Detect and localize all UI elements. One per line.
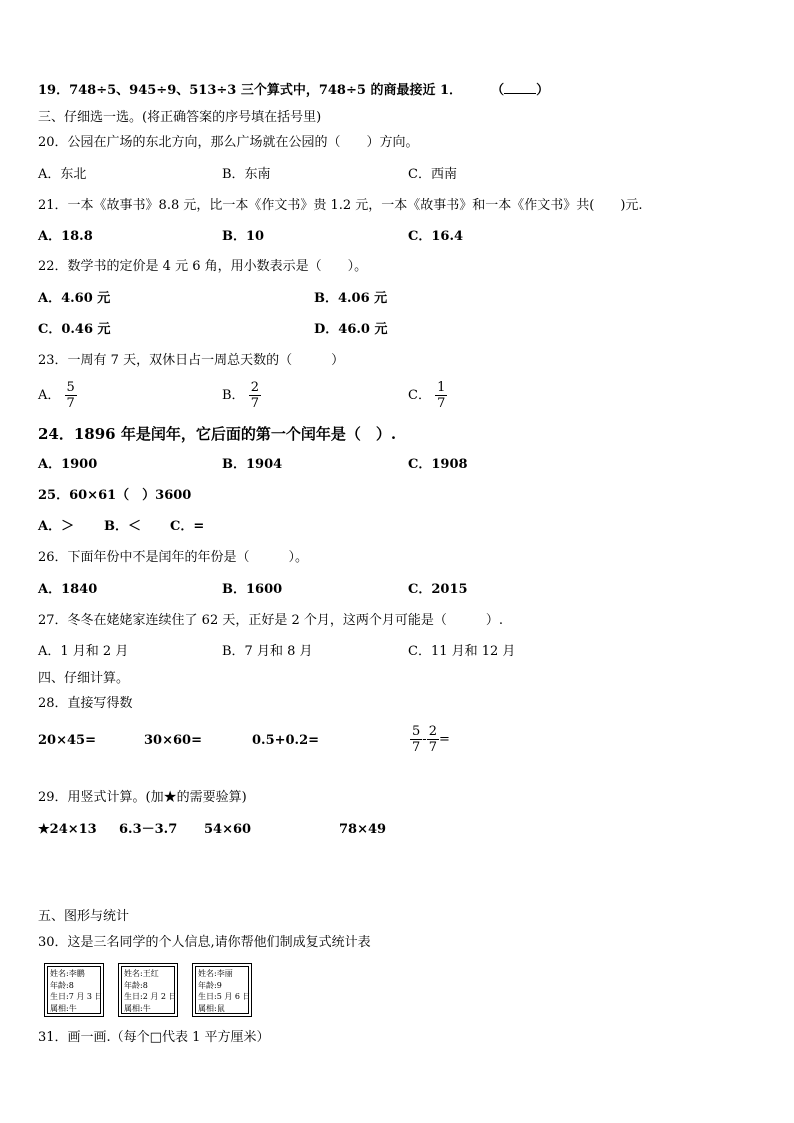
denominator: 7	[250, 396, 259, 411]
denominator: 7	[428, 740, 437, 755]
question-27-text: 27．冬冬在姥姥家连续住了 62 天，正好是 2 个月，这两个月可能是（ ）.	[38, 613, 504, 628]
question-29-text: 29．用竖式计算。(加★的需要验算)	[38, 790, 247, 805]
numerator: 1	[437, 380, 446, 395]
card-name: 姓名:李丽	[198, 969, 233, 978]
option-label: C．	[408, 388, 431, 403]
numerator: 5	[412, 724, 421, 739]
denominator: 7	[412, 740, 421, 755]
question-20-option-b[interactable]: B．东南	[222, 167, 271, 182]
question-21-option-c[interactable]: C．16.4	[408, 229, 464, 244]
question-24-option-c[interactable]: C．1908	[408, 457, 468, 472]
minus-sign: -	[422, 732, 427, 747]
student-info-card	[44, 963, 104, 1017]
question-23-text: 23．一周有 7 天，双休日占一周总天数的（ ）	[38, 353, 345, 368]
calc-item-4-fraction	[410, 724, 450, 755]
card-birthday: 生日:7 月 3 日	[50, 992, 103, 1001]
section-3-heading: 三、仔细选一选。(将正确答案的序号填在括号里)	[38, 110, 322, 125]
vertical-calc-2: 6.3－3.7	[119, 822, 178, 837]
card-age: 年龄:8	[124, 980, 148, 990]
card-name: 姓名:王红	[124, 969, 159, 978]
calc-item-1: 20×45=	[38, 733, 96, 748]
question-22-option-b[interactable]: B．4.06 元	[314, 291, 388, 306]
fraction	[65, 380, 77, 411]
card-zodiac: 属相:牛	[124, 1003, 151, 1013]
vertical-calc-3: 54×60	[204, 822, 252, 837]
question-23-option-b[interactable]	[222, 380, 261, 411]
question-27-option-a[interactable]: A．1 月和 2 月	[38, 644, 129, 659]
question-31-text: 31．画一画.（每个□代表 1 平方厘米）	[38, 1030, 270, 1045]
denominator: 7	[437, 396, 446, 411]
question-26-option-a[interactable]: A．1840	[38, 582, 98, 597]
card-age: 年龄:8	[50, 980, 74, 990]
calc-item-2: 30×60=	[144, 733, 202, 748]
answer-paren-close: ）	[536, 83, 550, 98]
question-23-option-a[interactable]	[38, 380, 77, 411]
numerator: 2	[428, 724, 437, 739]
question-26-option-c[interactable]: C．2015	[408, 582, 468, 597]
question-20-option-c[interactable]: C．西南	[408, 167, 457, 182]
fraction	[427, 724, 439, 755]
answer-paren-open: （	[491, 83, 505, 98]
question-24-option-b[interactable]: B．1904	[222, 457, 283, 472]
question-26-text: 26．下面年份中不是闰年的年份是（ ）。	[38, 550, 309, 565]
option-label: A．	[38, 388, 61, 403]
card-zodiac: 属相:牛	[50, 1003, 77, 1013]
question-27-option-c[interactable]: C．11 月和 12 月	[408, 644, 516, 659]
question-22-option-c[interactable]: C．0.46 元	[38, 322, 111, 337]
question-25-option-a[interactable]: A．＞	[38, 519, 75, 534]
question-21-text: 21．一本《故事书》8.8 元，比一本《作文书》贵 1.2 元，一本《故事书》和一本《作文书》共( )元.	[38, 198, 643, 213]
fraction	[249, 380, 261, 411]
card-name: 姓名:李鹏	[50, 969, 85, 978]
section-4-heading: 四、仔细计算。	[38, 671, 130, 686]
fraction	[435, 380, 447, 411]
question-30-text: 30．这是三名同学的个人信息,请你帮他们制成复式统计表	[38, 935, 371, 950]
question-28-text: 28．直接写得数	[38, 696, 133, 711]
answer-blank[interactable]	[504, 81, 536, 94]
numerator: 2	[250, 380, 259, 395]
calc-item-3: 0.5+0.2=	[252, 733, 320, 748]
card-zodiac: 属相:鼠	[198, 1003, 225, 1013]
denominator: 7	[66, 396, 75, 411]
question-19-text: 19．748÷5、945÷9、513÷3 三个算式中，748÷5 的商最接近 1．	[38, 83, 463, 98]
question-25-option-c[interactable]: C．=	[170, 519, 205, 534]
question-20-option-a[interactable]: A．东北	[38, 167, 87, 182]
option-label: B．	[222, 388, 245, 403]
question-25-text: 25．60×61（ ）3600	[38, 488, 192, 503]
question-27-option-b[interactable]: B．7 月和 8 月	[222, 644, 313, 659]
fraction	[410, 724, 422, 755]
question-19	[38, 81, 549, 100]
question-25-option-b[interactable]: B．＜	[104, 519, 141, 534]
question-23-option-c[interactable]	[408, 380, 447, 411]
question-26-option-b[interactable]: B．1600	[222, 582, 283, 597]
question-21-option-a[interactable]: A．18.8	[38, 229, 93, 244]
numerator: 5	[66, 380, 75, 395]
question-20-text: 20．公园在广场的东北方向，那么广场就在公园的（ ）方向。	[38, 135, 419, 150]
equals-sign: =	[438, 732, 450, 747]
student-info-card	[192, 963, 252, 1017]
card-birthday: 生日:5 月 6 日	[198, 992, 251, 1001]
question-22-text: 22．数学书的定价是 4 元 6 角，用小数表示是（ ）。	[38, 259, 368, 274]
question-22-option-d[interactable]: D．46.0 元	[314, 322, 388, 337]
question-22-option-a[interactable]: A．4.60 元	[38, 291, 111, 306]
card-birthday: 生日:2 月 2 日	[124, 992, 177, 1001]
vertical-calc-1: ★24×13	[38, 822, 97, 837]
question-24-text: 24．1896 年是闰年，它后面的第一个闰年是（ ）.	[38, 425, 397, 443]
vertical-calc-4: 78×49	[339, 822, 387, 837]
card-age: 年龄:9	[198, 980, 222, 990]
question-21-option-b[interactable]: B．10	[222, 229, 265, 244]
student-info-card	[118, 963, 178, 1017]
section-5-heading: 五、图形与统计	[38, 909, 130, 924]
question-24-option-a[interactable]: A．1900	[38, 457, 98, 472]
